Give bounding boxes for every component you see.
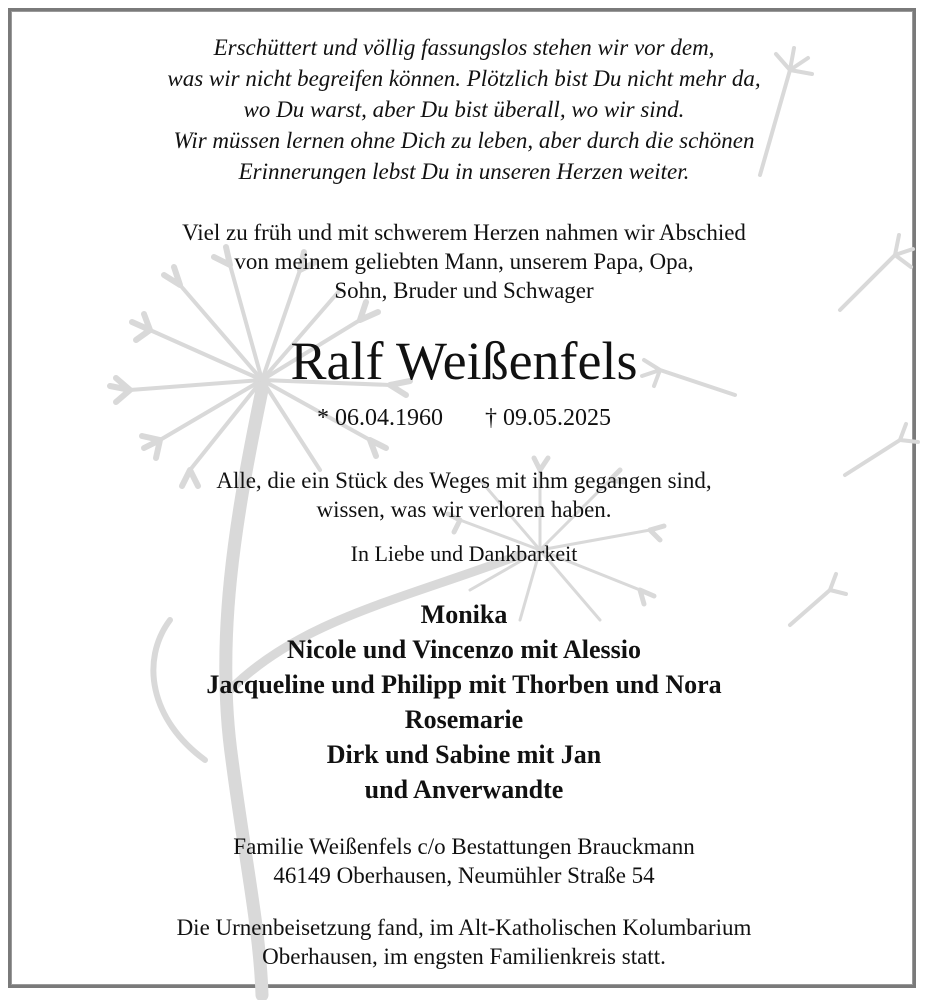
mourner-entry: Monika [420,600,508,629]
deceased-name: Ralf Weißenfels [290,331,638,391]
birth-date: * 06.04.1960 [317,405,443,431]
intro-line: Sohn, Bruder und Schwager [334,278,594,303]
death-date: † 09.05.2025 [485,405,611,431]
mourner-entry: Jacqueline und Philipp mit Thorben und Nora [206,670,722,699]
intro-line: Viel zu früh und mit schwerem Herzen nahmen wir Abschied [182,220,746,245]
life-dates [60,403,868,433]
mourner-entry: Nicole und Vincenzo mit Alessio [287,635,641,664]
contact-address [60,832,868,890]
intro-line: von meinem geliebten Mann, unserem Papa, Opa, [234,249,694,274]
remembrance-text [60,466,868,524]
farewell-intro [60,218,868,305]
closing-phrase: In Liebe und Dankbarkeit [350,541,578,566]
verse-line: Erinnerungen lebst Du in unseren Herzen weiter. [238,159,690,184]
verse-line: Wir müssen lernen ohne Dich zu leben, aber durch die schönen [173,128,755,153]
verse-line: was wir nicht begreifen können. Plötzlich bist Du nicht mehr da, [167,66,761,91]
burial-line: Die Urnenbeisetzung fand, im Alt-Katholischen Kolumbarium [176,915,752,940]
verse-line: wo Du warst, aber Du bist überall, wo wir sind. [243,97,685,122]
burial-line: Oberhausen, im engsten Familienkreis statt. [262,944,666,969]
address-line: Familie Weißenfels c/o Bestattungen Brauckmann [233,834,695,859]
remembrance-line: Alle, die ein Stück des Weges mit ihm gegangen sind, [216,468,712,493]
address-line: 46149 Oberhausen, Neumühler Straße 54 [273,863,655,888]
verse-line: Erschüttert und völlig fassungslos stehen wir vor dem, [213,35,715,60]
memorial-verse [60,32,868,187]
burial-note [60,913,868,971]
mourner-entry: und Anverwandte [364,775,564,804]
mourner-entry: Rosemarie [404,705,524,734]
mourner-entry: Dirk und Sabine mit Jan [326,740,602,769]
mourners-list [60,597,868,807]
remembrance-line: wissen, was wir verloren haben. [316,497,612,522]
